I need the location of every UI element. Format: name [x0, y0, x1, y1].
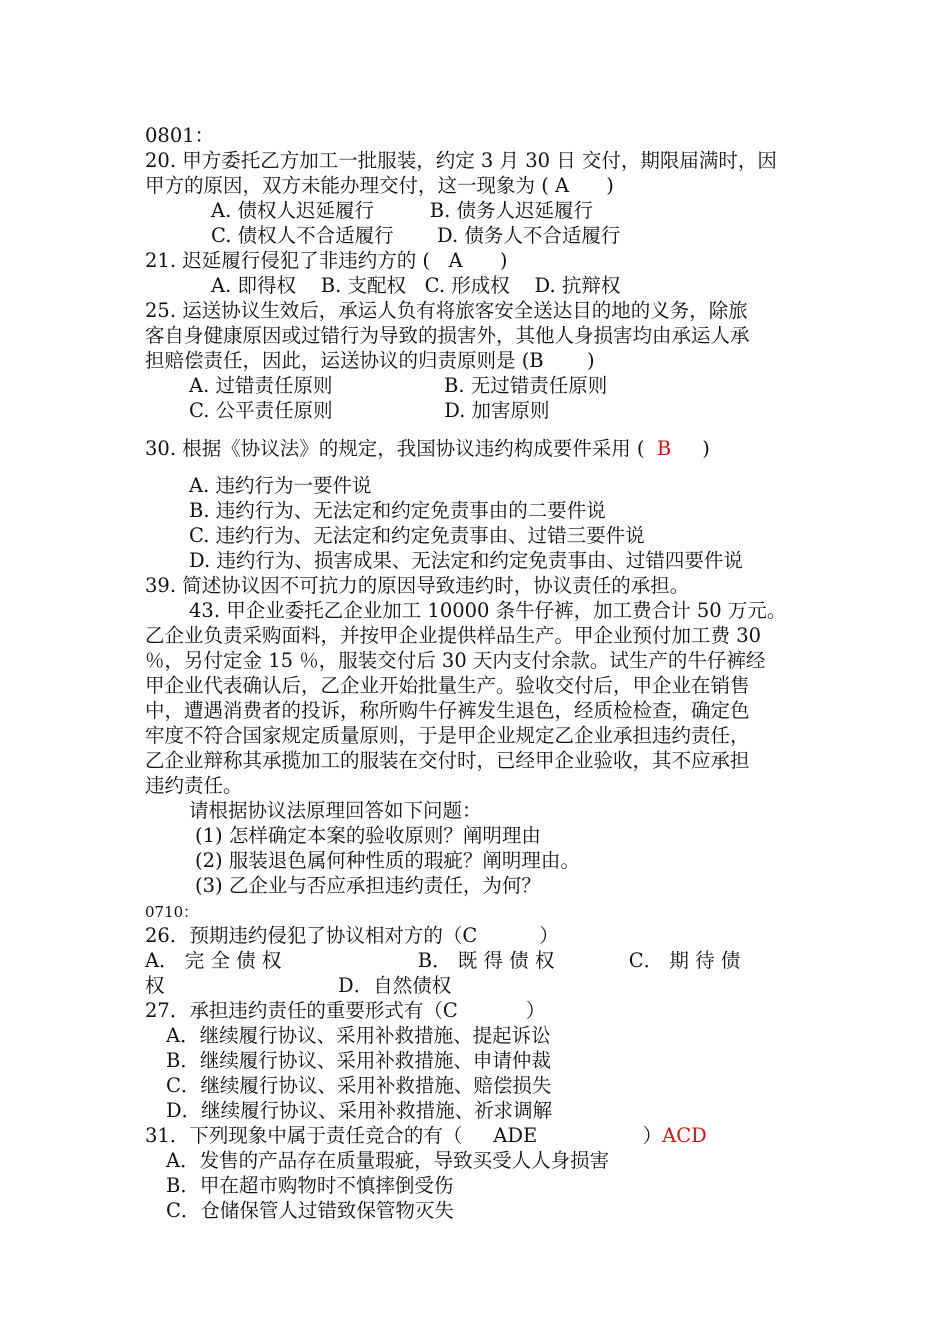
q27-option-d: D．继续履行协议、采用补救措施、祈求调解 — [166, 1099, 553, 1122]
q20-options-ab: A. 债权人迟延履行 B. 债务人迟延履行 — [211, 199, 593, 222]
q31-text: 31．下列现象中属于责任竞合的有（ ADE ） — [145, 1124, 663, 1147]
q25-line3: 担赔偿责任，因此，运送协议的归责原则是 (B ) — [145, 349, 595, 372]
q27-line1: 27．承担违约责任的重要形式有（C ） — [145, 999, 546, 1022]
q31-answer: ACD — [662, 1124, 707, 1147]
q31-option-b: B．甲在超市购物时不慎摔倒受伤 — [166, 1174, 454, 1197]
q21-line1: 21. 迟延履行侵犯了非违约方的 ( A ) — [145, 249, 508, 272]
q25-options-cd: C. 公平责任原则 D. 加害原则 — [189, 399, 550, 422]
section-heading-0801: 0801： — [145, 124, 215, 147]
q30-bracket: ) — [671, 437, 710, 460]
q27-option-c: C．继续履行协议、采用补救措施、赔偿损失 — [166, 1074, 552, 1097]
section-heading-0710: 0710： — [145, 903, 199, 921]
q26-line3: 权 D．自然债权 — [145, 974, 452, 997]
q20-line1: 20. 甲方委托乙方加工一批服装，约定 3 月 30 日 交付，期限届满时，因 — [145, 149, 777, 172]
q43-line3: ％，另付定金 15 ％，服装交付后 30 天内支付余款。试生产的牛仔裤经 — [145, 649, 766, 672]
q31-option-a: A．发售的产品存在质量瑕疵，导致买受人人身损害 — [166, 1149, 610, 1172]
q30-answer: B — [656, 437, 672, 460]
q27-option-b: B．继续履行协议、采用补救措施、申请仲裁 — [166, 1049, 551, 1072]
q43-line2: 乙企业负责采购面料，并按甲企业提供样品生产。甲企业预付加工费 30 — [145, 624, 762, 647]
q31-question — [145, 1123, 707, 1148]
q21-options: A. 即得权 B. 支配权 C. 形成权 D. 抗辩权 — [211, 274, 621, 297]
q26-line1: 26．预期违约侵犯了协议相对方的（C ） — [145, 924, 559, 947]
q25-line2: 客自身健康原因或过错行为导致的损害外，其他人身损害均由承运人承 — [145, 324, 750, 347]
q30-question — [145, 436, 710, 461]
q25-options-ab: A. 过错责任原则 B. 无过错责任原则 — [189, 374, 608, 397]
q43-subquestion-2: (2) 服装退色属何种性质的瑕疵？阐明理由。 — [195, 849, 580, 872]
q30-option-d: D. 违约行为、损害成果、无法定和约定免责事由、过错四要件说 — [189, 549, 743, 572]
q30-option-a: A. 违约行为一要件说 — [189, 474, 372, 497]
q43-subquestion-1: (1) 怎样确定本案的验收原则？阐明理由 — [195, 824, 541, 847]
q30-text: 30. 根据《协议法》的规定，我国协议违约构成要件采用 ( — [145, 437, 657, 460]
q43-line5: 中，遭遇消费者的投诉，称所购牛仔裤发生退色，经质检检查，确定色 — [145, 699, 750, 722]
q20-options-cd: C. 债权人不合适履行 D. 债务人不合适履行 — [211, 224, 621, 247]
q39-question: 39. 简述协议因不可抗力的原因导致违约时，协议责任的承担。 — [145, 574, 690, 597]
q43-line6: 牢度不符合国家规定质量原则，于是甲企业规定乙企业承担违约责任， — [145, 724, 750, 747]
q43-line8: 违约责任。 — [145, 774, 243, 797]
q43-line1: 43. 甲企业委托乙企业加工 10000 条牛仔裤，加工费合计 50 万元。 — [189, 599, 787, 622]
q30-option-b: B. 违约行为、无法定和约定免责事由的二要件说 — [189, 499, 606, 522]
q43-line4: 甲企业代表确认后，乙企业开始批量生产。验收交付后，甲企业在销售 — [145, 674, 750, 697]
q43-line7: 乙企业辩称其承揽加工的服装在交付时，已经甲企业验收，其不应承担 — [145, 749, 750, 772]
q30-option-c: C. 违约行为、无法定和约定免责事由、过错三要件说 — [189, 524, 645, 547]
q20-line2: 甲方的原因，双方未能办理交付，这一现象为 ( A ) — [145, 174, 614, 197]
q26-line2: A． 完 全 债 权 B． 既 得 债 权 C． 期 待 债 — [145, 949, 741, 972]
q31-option-c: C．仓储保管人过错致保管物灭失 — [166, 1199, 454, 1222]
q43-subquestion-3: (3) 乙企业与否应承担违约责任，为何？ — [195, 874, 541, 897]
q43-ask: 请根据协议法原理回答如下问题： — [189, 799, 482, 822]
q27-option-a: A．继续履行协议、采用补救措施、提起诉讼 — [166, 1024, 551, 1047]
q25-line1: 25. 运送协议生效后，承运人负有将旅客安全送达目的地的义务，除旅 — [145, 299, 748, 322]
